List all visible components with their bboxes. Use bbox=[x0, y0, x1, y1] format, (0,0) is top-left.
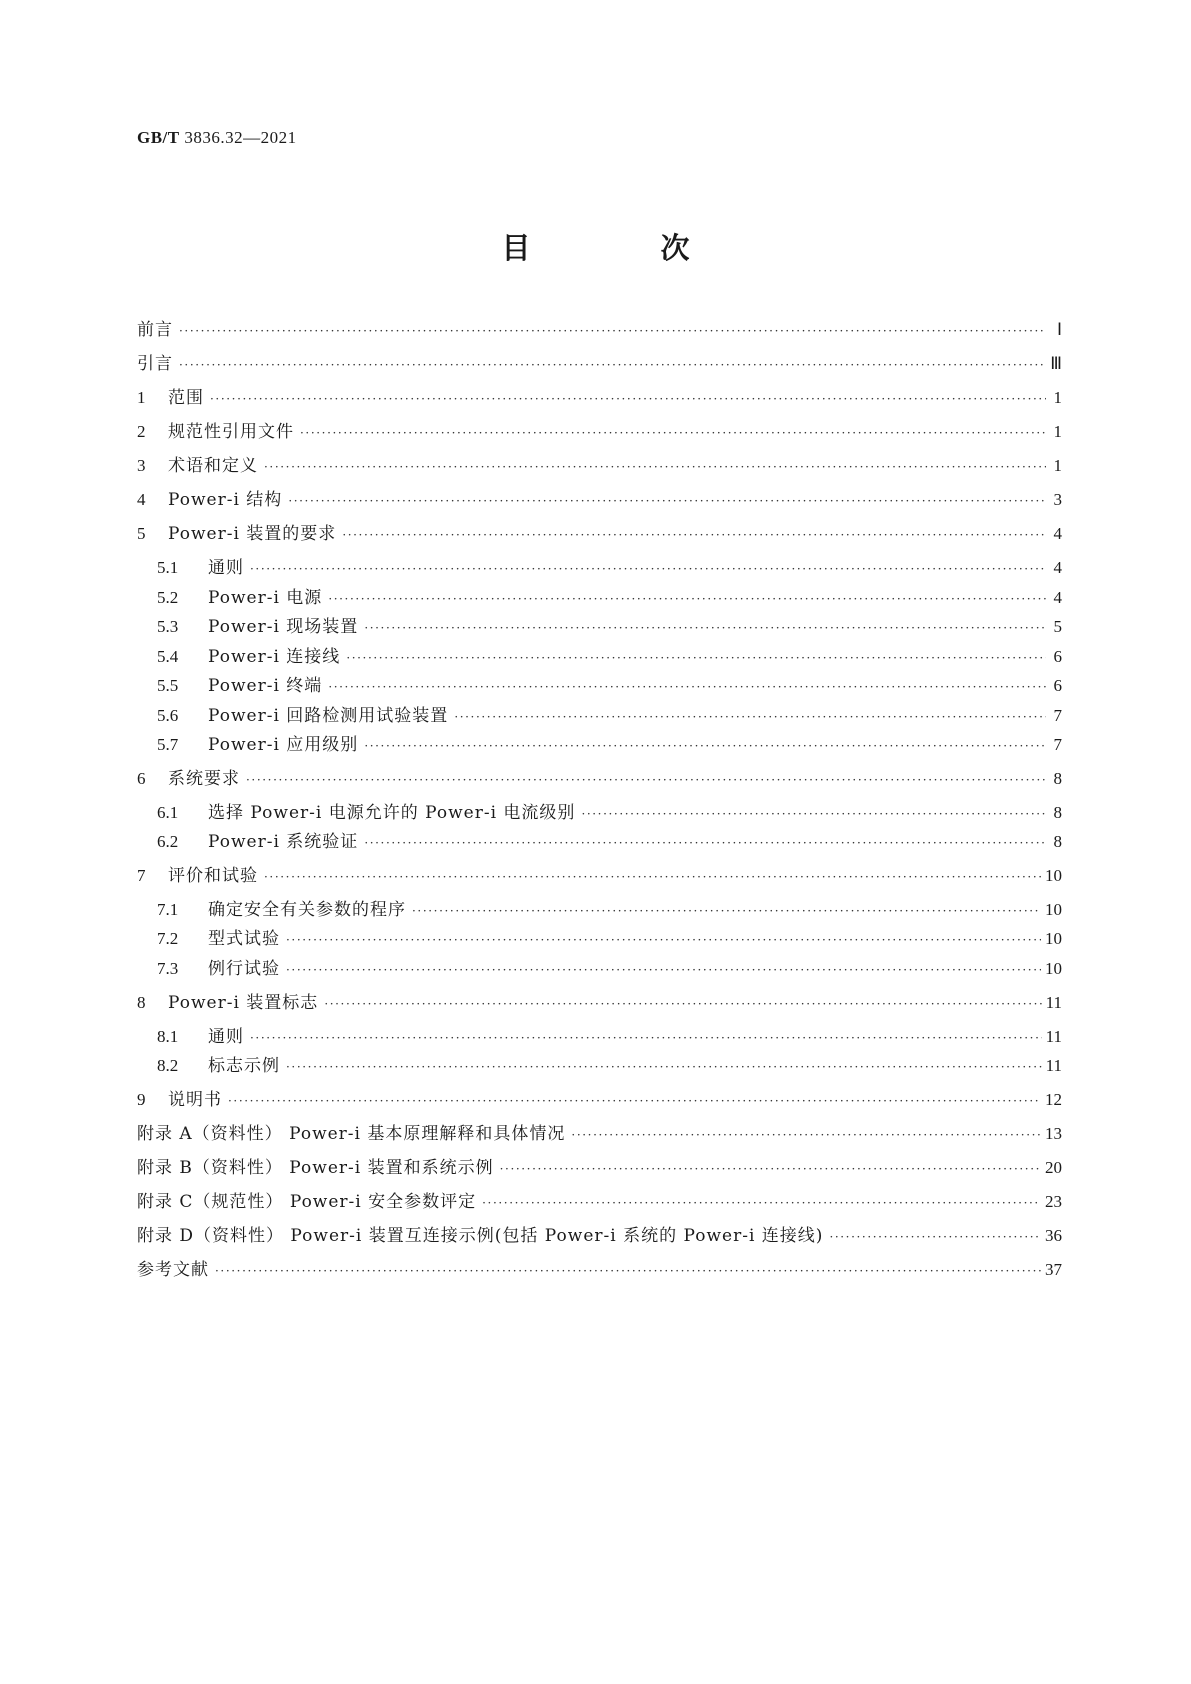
toc-entry[interactable] bbox=[137, 1223, 1062, 1249]
toc-leader-dots bbox=[215, 1258, 1041, 1284]
toc-title: Power-i 装置的要求 bbox=[168, 524, 337, 544]
toc-page-number: 7 bbox=[1053, 735, 1062, 754]
toc-leader-dots bbox=[264, 454, 1046, 480]
toc-title: Power-i 回路检测用试验装置 bbox=[208, 706, 449, 726]
toc-number: 5.4 bbox=[157, 647, 179, 666]
toc-page-number: 1 bbox=[1053, 422, 1062, 441]
toc-entry[interactable] bbox=[137, 990, 1062, 1016]
toc-number: 7.1 bbox=[157, 900, 179, 919]
toc-entry[interactable] bbox=[137, 317, 1062, 343]
toc-entry[interactable] bbox=[157, 926, 1062, 952]
toc-entry[interactable] bbox=[137, 453, 1062, 479]
toc-leader-dots bbox=[482, 1190, 1041, 1216]
toc-leader-dots bbox=[300, 420, 1046, 446]
toc-leader-dots bbox=[286, 1054, 1042, 1080]
toc-page-number: 4 bbox=[1053, 524, 1062, 543]
toc-entry[interactable] bbox=[157, 555, 1062, 581]
toc-number: 5.5 bbox=[157, 676, 179, 695]
toc-entry[interactable] bbox=[137, 1155, 1062, 1181]
toc-leader-dots bbox=[364, 733, 1046, 759]
toc-entry[interactable] bbox=[137, 1087, 1062, 1113]
toc-title: Power-i 装置标志 bbox=[168, 993, 319, 1013]
toc-leader-dots bbox=[179, 352, 1046, 378]
toc-title: 术语和定义 bbox=[168, 456, 258, 476]
toc-number: 6.2 bbox=[157, 832, 179, 851]
toc-page-number: 12 bbox=[1045, 1090, 1062, 1109]
toc-entry[interactable] bbox=[157, 1024, 1062, 1050]
toc-title: 附录 B（资料性） Power-i 装置和系统示例 bbox=[137, 1158, 494, 1178]
toc-page-number: 10 bbox=[1045, 866, 1062, 885]
toc-title: 标志示例 bbox=[208, 1056, 280, 1076]
toc-title: 例行试验 bbox=[208, 959, 280, 979]
toc-page-number: 10 bbox=[1045, 900, 1062, 919]
toc-title: 评价和试验 bbox=[168, 866, 258, 886]
toc-leader-dots bbox=[264, 864, 1041, 890]
toc-number: 5.2 bbox=[157, 588, 179, 607]
toc-page-number: 20 bbox=[1045, 1158, 1062, 1177]
toc-title: 前言 bbox=[137, 320, 173, 340]
toc-title: 附录 A（资料性） Power-i 基本原理解释和具体情况 bbox=[137, 1124, 566, 1144]
toc-entry[interactable] bbox=[137, 1257, 1062, 1283]
toc-page-number: 36 bbox=[1045, 1226, 1062, 1245]
toc-entry[interactable] bbox=[137, 351, 1062, 377]
toc-leader-dots bbox=[364, 615, 1046, 641]
toc-entry[interactable] bbox=[137, 863, 1062, 889]
toc-leader-dots bbox=[364, 830, 1046, 856]
toc-number: 3 bbox=[137, 456, 146, 475]
toc-entry[interactable] bbox=[137, 521, 1062, 547]
toc-leader-dots bbox=[342, 522, 1046, 548]
toc-title: 通则 bbox=[208, 558, 244, 578]
toc-number: 7 bbox=[137, 866, 146, 885]
toc-page-number: 6 bbox=[1053, 676, 1062, 695]
toc-leader-dots bbox=[829, 1224, 1041, 1250]
toc-entry[interactable] bbox=[157, 585, 1062, 611]
toc-title: 范围 bbox=[168, 388, 204, 408]
toc-number: 5.1 bbox=[157, 558, 179, 577]
toc-leader-dots bbox=[324, 991, 1041, 1017]
toc-page-number: 5 bbox=[1053, 617, 1062, 636]
toc-title: 系统要求 bbox=[168, 769, 240, 789]
toc-number: 5 bbox=[137, 524, 146, 543]
toc-number: 2 bbox=[137, 422, 146, 441]
toc-number: 1 bbox=[137, 388, 146, 407]
toc-entry[interactable] bbox=[157, 956, 1062, 982]
toc-entry[interactable] bbox=[137, 766, 1062, 792]
toc-page-number: 11 bbox=[1045, 1027, 1062, 1046]
toc-entry[interactable] bbox=[137, 1189, 1062, 1215]
toc-leader-dots bbox=[571, 1122, 1041, 1148]
toc-leader-dots bbox=[288, 488, 1046, 514]
toc-leader-dots bbox=[250, 556, 1046, 582]
toc-entry[interactable] bbox=[137, 487, 1062, 513]
toc-entry[interactable] bbox=[157, 673, 1062, 699]
toc-title: 附录 D（资料性） Power-i 装置互连接示例(包括 Power-i 系统的 Power-i 连接线) bbox=[137, 1226, 824, 1246]
toc-number: 5.3 bbox=[157, 617, 179, 636]
standard-number: GB/T 3836.32—2021 bbox=[137, 128, 297, 147]
toc-leader-dots bbox=[179, 318, 1046, 344]
toc-entry[interactable] bbox=[157, 732, 1062, 758]
toc-number: 5.7 bbox=[157, 735, 179, 754]
toc-number: 9 bbox=[137, 1090, 146, 1109]
toc-leader-dots bbox=[246, 767, 1046, 793]
toc-entry[interactable] bbox=[137, 385, 1062, 411]
toc-title: Power-i 终端 bbox=[208, 676, 323, 696]
toc-page-number: 11 bbox=[1045, 1056, 1062, 1075]
toc-title: 通则 bbox=[208, 1027, 244, 1047]
toc-page-number: 1 bbox=[1053, 388, 1062, 407]
toc-title: Power-i 现场装置 bbox=[208, 617, 359, 637]
toc-page-number: 7 bbox=[1053, 706, 1062, 725]
toc-leader-dots bbox=[250, 1025, 1042, 1051]
toc-page-number: Ⅰ bbox=[1056, 320, 1062, 339]
toc-leader-dots bbox=[210, 386, 1046, 412]
toc-number: 7.3 bbox=[157, 959, 179, 978]
toc-number: 8.2 bbox=[157, 1056, 179, 1075]
toc-title: Power-i 应用级别 bbox=[208, 735, 359, 755]
toc-title: 型式试验 bbox=[208, 929, 280, 949]
toc-number: 7.2 bbox=[157, 929, 179, 948]
toc-leader-dots bbox=[286, 957, 1041, 983]
toc-title: 选择 Power-i 电源允许的 Power-i 电流级别 bbox=[208, 803, 576, 823]
toc-title: 引言 bbox=[137, 354, 173, 374]
toc-title: 确定安全有关参数的程序 bbox=[208, 900, 406, 920]
toc-leader-dots bbox=[500, 1156, 1041, 1182]
toc-page-number: 10 bbox=[1045, 959, 1062, 978]
toc-page-number: 37 bbox=[1045, 1260, 1062, 1279]
toc-leader-dots bbox=[581, 801, 1046, 827]
toc-page-number: 13 bbox=[1045, 1124, 1062, 1143]
toc-entry[interactable] bbox=[157, 614, 1062, 640]
toc-page-number: 1 bbox=[1053, 456, 1062, 475]
toc-number: 6 bbox=[137, 769, 146, 788]
toc-number: 4 bbox=[137, 490, 146, 509]
toc-title: Power-i 电源 bbox=[208, 588, 323, 608]
toc-page-number: 3 bbox=[1053, 490, 1062, 509]
toc-leader-dots bbox=[412, 898, 1041, 924]
toc-number: 6.1 bbox=[157, 803, 179, 822]
toc-title: Power-i 系统验证 bbox=[208, 832, 359, 852]
toc-title: 规范性引用文件 bbox=[168, 422, 294, 442]
toc-entry[interactable] bbox=[157, 644, 1062, 670]
toc-entry[interactable] bbox=[137, 1121, 1062, 1147]
toc-page-number: 23 bbox=[1045, 1192, 1062, 1211]
toc-number: 5.6 bbox=[157, 706, 179, 725]
toc-title: 参考文献 bbox=[137, 1260, 209, 1280]
toc-entry[interactable] bbox=[137, 419, 1062, 445]
toc-page-number: 8 bbox=[1053, 769, 1062, 788]
toc-entry[interactable] bbox=[157, 800, 1062, 826]
toc-leader-dots bbox=[228, 1088, 1041, 1114]
toc-leader-dots bbox=[286, 927, 1041, 953]
toc-title: Power-i 连接线 bbox=[208, 647, 341, 667]
toc-number: 8.1 bbox=[157, 1027, 179, 1046]
toc-leader-dots bbox=[328, 586, 1046, 612]
toc-leader-dots bbox=[346, 645, 1046, 671]
toc-page-number: 8 bbox=[1053, 832, 1062, 851]
toc-page-number: Ⅲ bbox=[1050, 354, 1062, 373]
toc-page-number: 4 bbox=[1053, 558, 1062, 577]
toc-leader-dots bbox=[328, 674, 1046, 700]
toc-leader-dots bbox=[454, 704, 1046, 730]
toc-page-number: 8 bbox=[1053, 803, 1062, 822]
toc-entry[interactable] bbox=[157, 703, 1062, 729]
page-title: 目 次 bbox=[501, 231, 750, 265]
toc-entry[interactable] bbox=[157, 1053, 1062, 1079]
toc-title: 说明书 bbox=[168, 1090, 222, 1110]
toc-title: 附录 C（规范性） Power-i 安全参数评定 bbox=[137, 1192, 477, 1212]
toc-entry[interactable] bbox=[157, 897, 1062, 923]
toc-title: Power-i 结构 bbox=[168, 490, 283, 510]
toc-page-number: 4 bbox=[1053, 588, 1062, 607]
toc-page-number: 10 bbox=[1045, 929, 1062, 948]
toc-entry[interactable] bbox=[157, 829, 1062, 855]
toc-page-number: 11 bbox=[1045, 993, 1062, 1012]
toc-page-number: 6 bbox=[1053, 647, 1062, 666]
toc-number: 8 bbox=[137, 993, 146, 1012]
